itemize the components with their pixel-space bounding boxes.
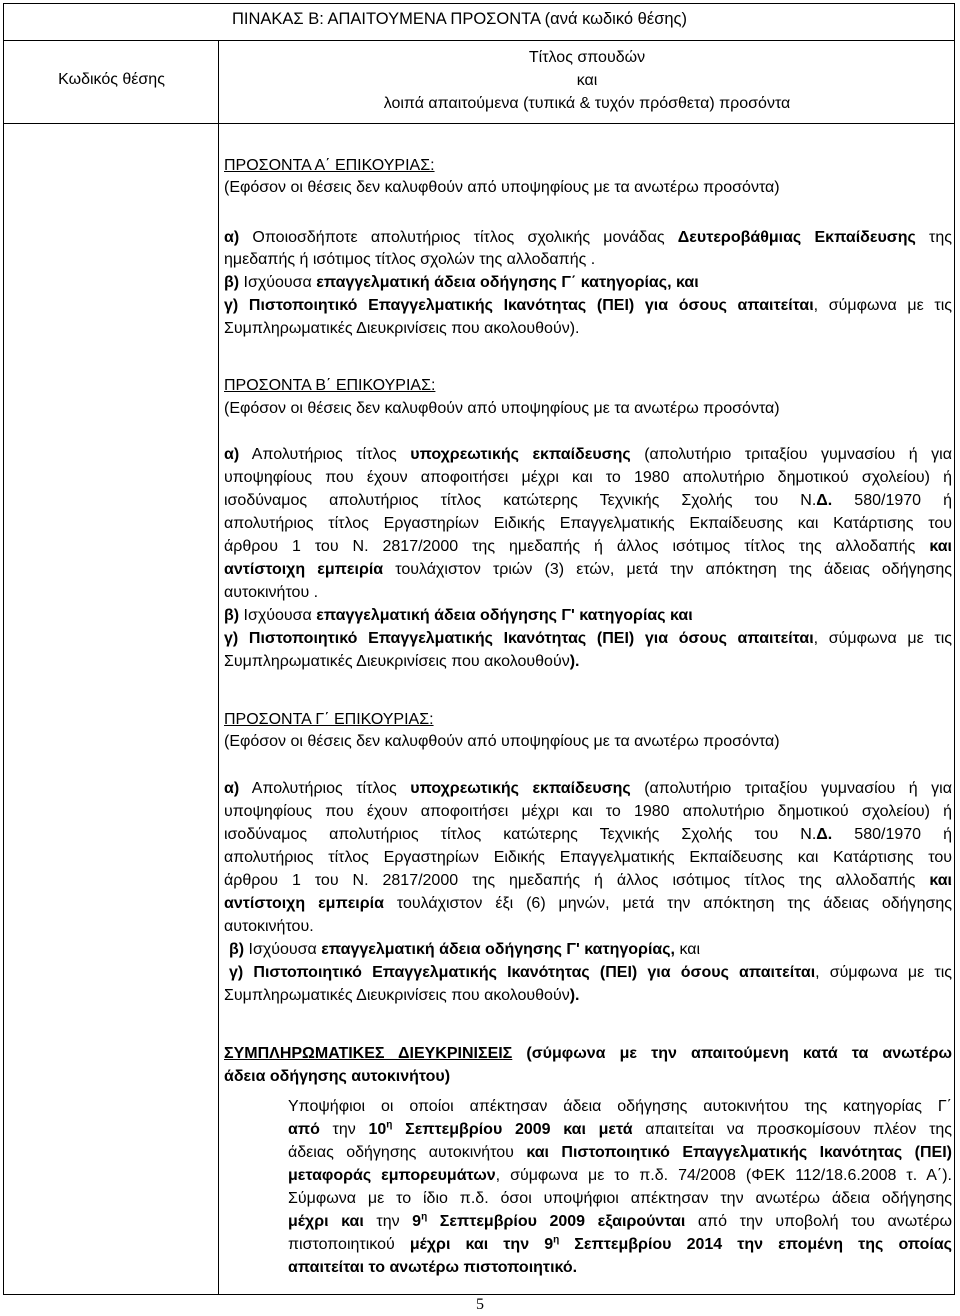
section-b-heading: ΠΡΟΣΟΝΤΑ Β΄ ΕΠΙΚΟΥΡΙΑΣ:	[224, 377, 436, 394]
section-c-heading: ΠΡΟΣΟΝΤΑ Γ΄ ΕΠΙΚΟΥΡΙΑΣ:	[224, 711, 434, 728]
column-header-title-line3: λοιπά απαιτούμενα (τυπικά & τυχόν πρόσθετα) προσόντα	[383, 95, 791, 112]
section-c-note: (Εφόσον οι θέσεις δεν καλυφθούν από υποψηφίους με τα ανωτέρω προσόντα)	[224, 733, 780, 750]
table-title: ΠΙΝΑΚΑΣ Β: ΑΠΑΙΤΟΥΜΕΝΑ ΠΡΟΣΟΝΤΑ (ανά κωδικό θέσης)	[232, 10, 687, 28]
section-a-note: (Εφόσον οι θέσεις δεν καλυφθούν από υποψηφίους με τα ανωτέρω προσόντα)	[224, 179, 780, 196]
section-a-heading: ΠΡΟΣΟΝΤΑ Α΄ ΕΠΙΚΟΥΡΙΑΣ:	[224, 157, 435, 174]
section-b-note: (Εφόσον οι θέσεις δεν καλυφθούν από υποψηφίους με τα ανωτέρω προσόντα)	[224, 400, 780, 417]
column-header-title-line1: Τίτλος σπουδών	[528, 49, 646, 66]
column-header-position-code: Κωδικός θέσης	[58, 71, 165, 88]
column-header-title-line2: και	[576, 72, 598, 89]
page-number: 5	[476, 1296, 484, 1313]
